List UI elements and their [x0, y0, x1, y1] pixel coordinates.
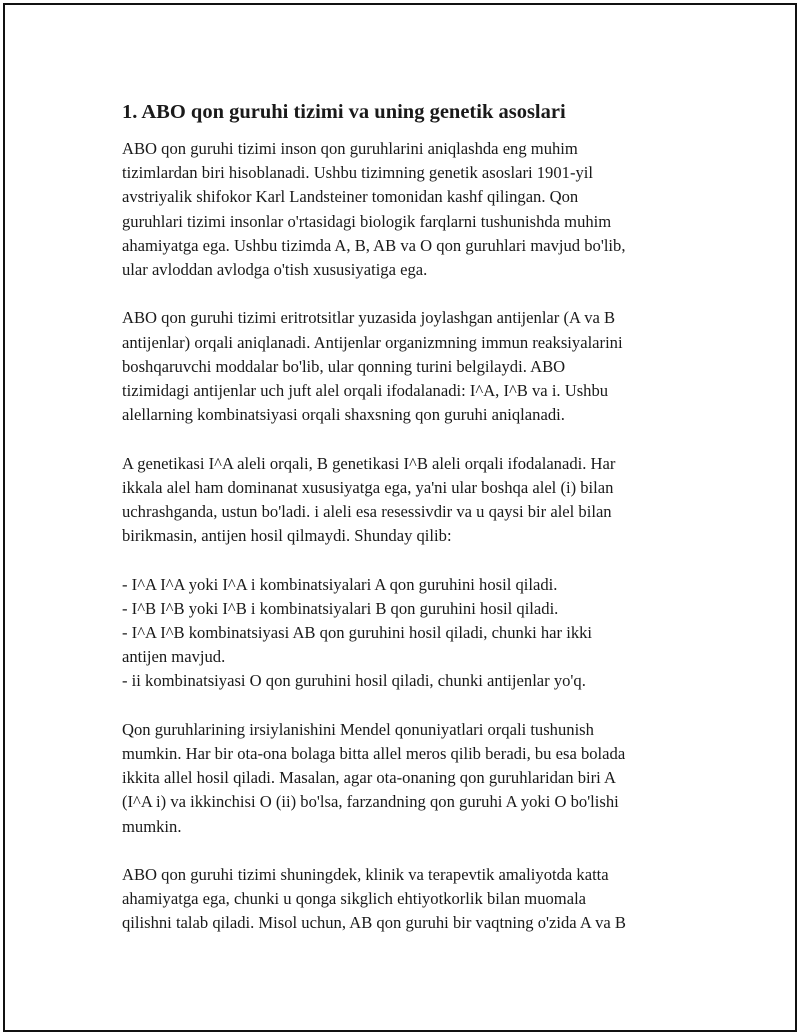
text-line: - I^A I^A yoki I^A i kombinatsiyalari A qon guruhini hosil qiladi. [122, 574, 558, 594]
text-line: Qon guruhlarining irsiylanishini Mendel qonuniyatlari orqali tushunish [122, 719, 594, 739]
text-line: ABO qon guruhi tizimi shuningdek, klinik va terapevtik amaliyotda katta [122, 865, 609, 885]
text-line: ahamiyatga ega, chunki u qonga sikglich ehtiyotkorlik bilan muomala [122, 889, 587, 909]
text-line: guruhlari tizimi insonlar o'rtasidagi biologik farqlarni tushunishda muhim [122, 211, 612, 231]
paragraph [122, 573, 688, 694]
text-line: uchrashganda, ustun bo'ladi. i aleli esa resessivdir va u qaysi bir alel bilan [122, 502, 612, 522]
text-line: qilishni talab qiladi. Misol uchun, AB qon guruhi bir vaqtning o'zida A va B [122, 913, 626, 933]
text-line: ular avloddan avlodga o'tish xususiyatiga ega. [122, 260, 428, 280]
text-line: A genetikasi I^A aleli orqali, B genetikasi I^B aleli orqali ifodalanadi. Har [122, 453, 616, 473]
text-line: antijenlar) orqali aniqlanadi. Antijenlar organizmning immun reaksiyalarini [122, 332, 623, 352]
section-heading: 1. ABO qon guruhi tizimi va uning genetik asoslari [122, 101, 566, 123]
paragraph [122, 452, 688, 549]
paragraph [122, 718, 688, 839]
text-line: antijen mavjud. [122, 647, 226, 667]
text-line: tizimidagi antijenlar uch juft alel orqali ifodalanadi: I^A, I^B va i. Ushbu [122, 381, 609, 401]
paragraph [122, 863, 688, 936]
text-line: avstriyalik shifokor Karl Landsteiner tomonidan kashf qilingan. Qon [122, 187, 579, 207]
text-line: ikkala alel ham dominanat xususiyatga ega, ya'ni ular boshqa alel (i) bilan [122, 477, 614, 497]
paragraph-list [122, 137, 688, 936]
text-line: - ii kombinatsiyasi O qon guruhini hosil qiladi, chunki antijenlar yo'q. [122, 671, 586, 691]
page-frame [3, 3, 797, 1032]
text-line: birikmasin, antijen hosil qilmaydi. Shunday qilib: [122, 526, 452, 546]
text-line: tizimlardan biri hisoblanadi. Ushbu tizimning genetik asoslari 1901-yil [122, 163, 593, 183]
text-line: - I^B I^B yoki I^B i kombinatsiyalari B qon guruhini hosil qiladi. [122, 598, 559, 618]
text-line: ikkita allel hosil qiladi. Masalan, agar ota-onaning qon guruhlaridan biri A [122, 768, 617, 788]
text-line: - I^A I^B kombinatsiyasi AB qon guruhini hosil qiladi, chunki har ikki [122, 623, 593, 643]
text-line: boshqaruvchi moddalar bo'lib, ular qonning turini belgilaydi. ABO [122, 356, 566, 376]
text-line: ahamiyatga ega. Ushbu tizimda A, B, AB va O qon guruhlari mavjud bo'lib, [122, 235, 626, 255]
text-line: mumkin. [122, 816, 182, 836]
paragraph [122, 137, 688, 282]
text-line: ABO qon guruhi tizimi eritrotsitlar yuzasida joylashgan antijenlar (A va B [122, 308, 616, 328]
text-line: mumkin. Har bir ota-ona bolaga bitta allel meros qilib beradi, bu esa bolada [122, 744, 626, 764]
text-line: (I^A i) va ikkinchisi O (ii) bo'lsa, farzandning qon guruhi A yoki O bo'lishi [122, 792, 619, 812]
document-body [122, 99, 688, 960]
paragraph [122, 306, 688, 427]
text-line: ABO qon guruhi tizimi inson qon guruhlarini aniqlashda eng muhim [122, 139, 578, 158]
text-line: alellarning kombinatsiyasi orqali shaxsning qon guruhi aniqlanadi. [122, 405, 565, 425]
